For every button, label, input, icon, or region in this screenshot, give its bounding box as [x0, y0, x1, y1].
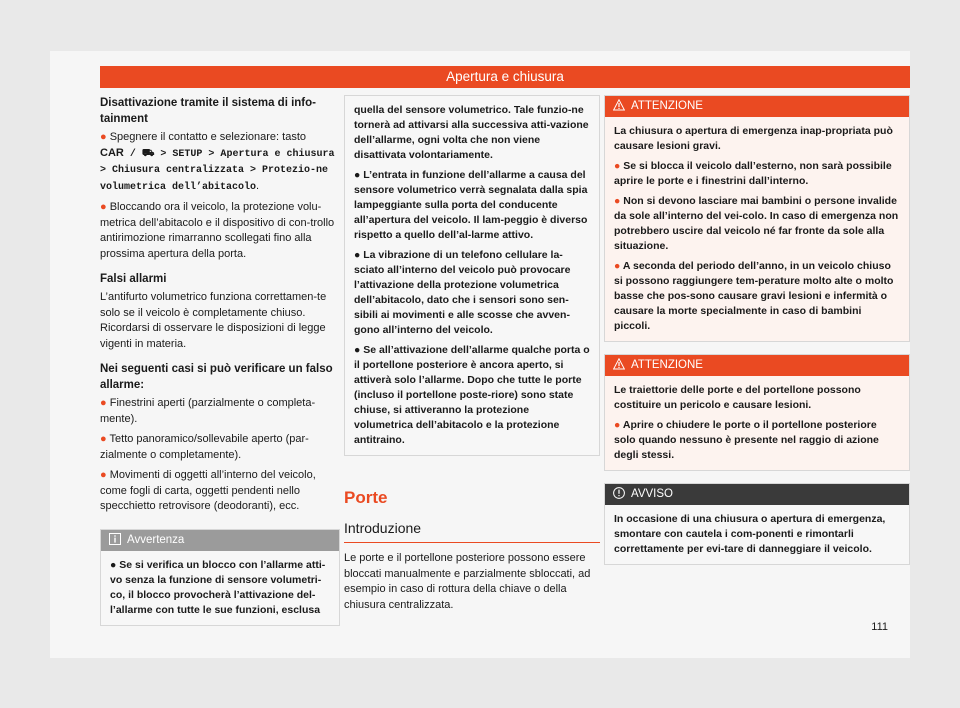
column-middle	[344, 95, 600, 613]
notice-box	[604, 483, 910, 565]
page-header: Apertura e chiusura	[100, 66, 910, 88]
box-intro: quella del sensore volumetrico. Tale funzio-ne tornerà ad attivarsi alla successiva atti-vazione dell’allarme, ogni volta che non viene disattivata volontariamente.	[354, 104, 589, 161]
paragraph: L’antifurto volumetrico funziona correttamen-te solo se il veicolo è completamente chiuso. Ricordarsi di osservare le disposizioni di legge vigenti in materia.	[100, 291, 327, 350]
note-box	[100, 529, 340, 626]
heading-falsi-allarmi: Falsi allarmi	[100, 273, 167, 285]
bullet-item: ● L’entrata in funzione dell’allarme a causa del sensore volumetrico verrà segnalata dalla spia lampeggiante sulla porta del conducente all’apertura del veicolo. Il lam-peggio è diverso rispetto a quello dell’al-larme attivo.	[354, 169, 588, 241]
note-text: ● Se si verifica un blocco con l’allarme atti-vo senza la funzione di sensore volumetri-co, il blocco provocherà l’attivazione del-l’allarme con tutte le sue funzioni, esclusa	[110, 558, 326, 616]
warning-intro: La chiusura o apertura di emergenza inap-propriata può causare lesioni gravi.	[614, 125, 893, 152]
bullet-item: ● Se all’attivazione dell’allarme qualche porta o il portellone posteriore è ancora aperto, si attiverà solo l’allarme. Dopo che tutte le porte (incluso il portellone poste-riore) sono state chiuse, si attiveranno la protezione volumetrica dell’abitacolo e la protezione antitraino.	[354, 344, 590, 446]
paragraph: Le porte e il portellone posteriore possono essere bloccati manualmente e parzialmente sbloccati, ad esempio in caso di rottura della chiave o della chiusura centralizzata.	[344, 552, 591, 611]
page-number: 111	[871, 621, 888, 633]
note-continuation-box	[344, 95, 600, 456]
heading-disattivazione: Disattivazione tramite il sistema di info-tainment	[100, 97, 316, 125]
warning-title: ATTENZIONE	[631, 100, 703, 112]
bullet-item: ● A seconda del periodo dell’anno, in un veicolo chiuso si possono raggiungere tem-perature molto alte o molto basse che pos-sono causare gravi lesioni e infermità o causare la morte specialmente in caso di bambini piccoli.	[614, 260, 894, 332]
bullet-item: ● Tetto panoramico/sollevabile aperto (par-zialmente o completamente).	[100, 433, 309, 461]
section-title: Porte	[344, 488, 388, 507]
bullet-item: ● Non si devono lasciare mai bambini o persone invalide da sole all’interno del vei-colo. In caso di emergenza non potrebbero uscire dal veicolo né far fronte da sole alla situazione.	[614, 195, 899, 252]
note-title: Avvertenza	[127, 533, 185, 546]
bullet-item: ● Aprire o chiudere le porte o il portellone posteriore solo quando nessuno è presente nel raggio di azione degli stessi.	[614, 419, 879, 461]
column-right	[604, 95, 910, 565]
warning-icon	[613, 99, 625, 111]
warning-title: ATTENZIONE	[631, 359, 703, 371]
notice-title: AVVISO	[631, 488, 673, 500]
column-left	[100, 95, 340, 626]
warning-box	[604, 354, 910, 471]
menu-path: / ⛟ > SETUP > Apertura e chiusura > Chiusura centralizzata > Protezio-ne volumetrica dell’abitacolo	[100, 148, 335, 193]
notice-text: In occasione di una chiusura o apertura di emergenza, smontare con cautela i com-ponenti e rimontarli correttamente per evi-tare di danneggiare il veicolo.	[614, 513, 886, 555]
notice-icon	[613, 487, 625, 499]
subsection-title: Introduzione	[344, 520, 600, 543]
info-icon	[109, 533, 121, 545]
heading-falso-allarme: Nei seguenti casi si può verificare un falso allarme:	[100, 363, 333, 391]
bullet-item: ● Spegnere il contatto e selezionare: tasto CAR / ⛟ > SETUP > Apertura e chiusura > Chiusura centralizzata > Protezio-ne volumetrica dell’abitacolo.	[100, 131, 335, 193]
car-key-label: CAR	[100, 146, 124, 159]
warning-box	[604, 95, 910, 342]
bullet-item: ● Bloccando ora il veicolo, la protezione volu-metrica dell’abitacolo e il dispositivo di con-trollo antirimozione rimarranno scollegati fino alla prossima apertura della porta.	[100, 201, 335, 260]
bullet-item: ● Se si blocca il veicolo dall’esterno, non sarà possibile aprire le porte e i finestrini dall’interno.	[614, 160, 892, 187]
warning-intro: Le traiettorie delle porte e del portellone possono costituire un pericolo e causare lesioni.	[614, 384, 861, 411]
bullet-item: ● Finestrini aperti (parzialmente o completa-mente).	[100, 397, 316, 425]
warning-icon	[613, 358, 625, 370]
manual-page	[50, 51, 910, 658]
bullet-item: ● Movimenti di oggetti all’interno del veicolo, come fogli di carta, oggetti pendenti nello specchietto retrovisore (deodoranti), ecc.	[100, 469, 316, 512]
bullet-item: ● La vibrazione di un telefono cellulare la-sciato all’interno del veicolo può provocare l’attivazione della protezione volumetrica dell’abitacolo, dato che i sensori sono sen-sibili ai movimenti e alle scosse che avven-gono all’interno del veicolo.	[354, 249, 571, 336]
